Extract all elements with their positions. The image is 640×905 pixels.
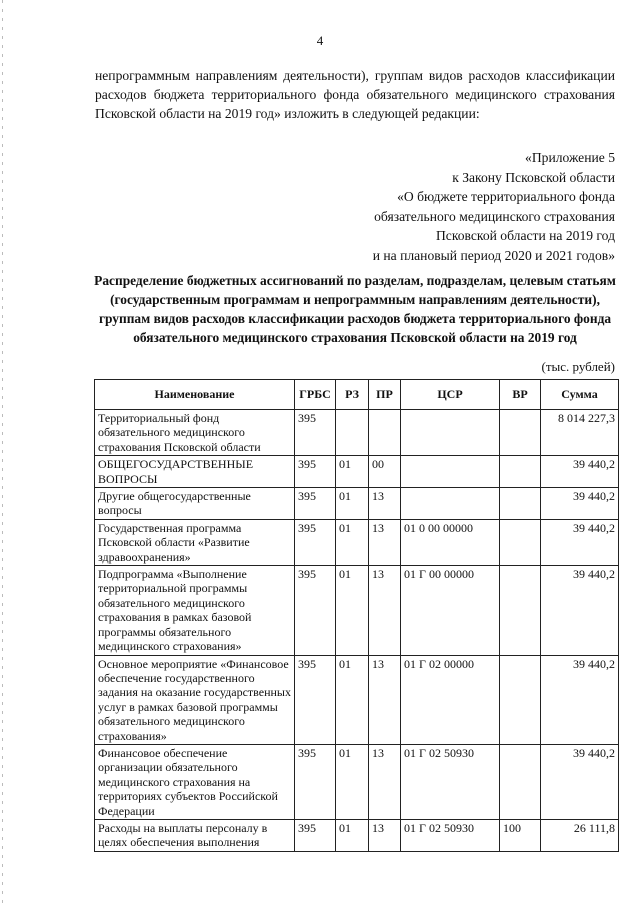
header-csr: ЦСР	[401, 380, 500, 410]
cell-rz: 01	[336, 488, 369, 520]
cell-grbs: 395	[295, 566, 336, 655]
header-grbs: ГРБС	[295, 380, 336, 410]
cell-rz: 01	[336, 744, 369, 819]
cell-grbs: 395	[295, 456, 336, 488]
cell-pr	[369, 410, 401, 456]
scan-margin-mark	[2, 0, 3, 905]
cell-csr: 01 Г 00 00000	[401, 566, 500, 655]
cell-csr: 01 Г 02 50930	[401, 819, 500, 851]
cell-grbs: 395	[295, 410, 336, 456]
cell-pr: 13	[369, 744, 401, 819]
cell-grbs: 395	[295, 819, 336, 851]
cell-csr: 01 0 00 00000	[401, 519, 500, 565]
appendix-line: и на плановый период 2020 и 2021 годов»	[372, 247, 615, 263]
table-row	[95, 519, 619, 565]
cell-name: Расходы на выплаты персоналу в целях обеспечения выполнения	[95, 819, 295, 851]
cell-sum: 39 440,2	[541, 488, 619, 520]
cell-sum: 39 440,2	[541, 744, 619, 819]
table-header-row	[95, 380, 619, 410]
appendix-line: Псковской области на 2019 год	[435, 228, 615, 243]
cell-vr: 100	[500, 819, 541, 851]
header-pr: ПР	[369, 380, 401, 410]
header-sum: Сумма	[541, 380, 619, 410]
cell-pr: 00	[369, 456, 401, 488]
cell-vr	[500, 519, 541, 565]
cell-pr: 13	[369, 519, 401, 565]
header-name: Наименование	[95, 380, 295, 410]
cell-grbs: 395	[295, 744, 336, 819]
cell-csr	[401, 456, 500, 488]
cell-pr: 13	[369, 819, 401, 851]
cell-sum: 39 440,2	[541, 655, 619, 744]
cell-name: Основное мероприятие «Финансовое обеспечение государственного задания на оказание государственных услуг в рамках базовой программы обязательного медицинского страхования»	[95, 655, 295, 744]
cell-name: Территориальный фонд обязательного медицинского страхования Псковской области	[95, 410, 295, 456]
table-row	[95, 655, 619, 744]
cell-grbs: 395	[295, 655, 336, 744]
cell-vr	[500, 744, 541, 819]
cell-vr	[500, 488, 541, 520]
cell-grbs: 395	[295, 519, 336, 565]
cell-rz: 01	[336, 655, 369, 744]
cell-csr: 01 Г 02 50930	[401, 744, 500, 819]
table-row	[95, 410, 619, 456]
cell-vr	[500, 456, 541, 488]
budget-table	[94, 379, 619, 852]
cell-vr	[500, 655, 541, 744]
table-row	[95, 488, 619, 520]
intro-paragraph: непрограммным направлениям деятельности), группам видов расходов классификации расходов бюджета территориального фонда обязательного медицинского страхования Псковской области на 2019 год» изложить в следующей редакции:	[95, 68, 615, 121]
cell-name: Другие общегосударственные вопросы	[95, 488, 295, 520]
table-row	[95, 456, 619, 488]
cell-vr	[500, 410, 541, 456]
cell-vr	[500, 566, 541, 655]
cell-rz: 01	[336, 456, 369, 488]
header-vr: ВР	[500, 380, 541, 410]
page-number: 4	[316, 33, 324, 48]
cell-grbs: 395	[295, 488, 336, 520]
header-rz: РЗ	[336, 380, 369, 410]
cell-pr: 13	[369, 566, 401, 655]
appendix-line: обязательного медицинского страхования	[374, 208, 615, 224]
cell-sum: 26 111,8	[541, 819, 619, 851]
cell-sum: 8 014 227,3	[541, 410, 619, 456]
cell-csr	[401, 410, 500, 456]
table-row	[95, 744, 619, 819]
cell-sum: 39 440,2	[541, 456, 619, 488]
cell-rz: 01	[336, 519, 369, 565]
cell-csr	[401, 488, 500, 520]
cell-rz: 01	[336, 819, 369, 851]
document-title: Распределение бюджетных ассигнований по разделам, подразделам, целевым статьям (государственным программам и непрограммным направлениям деятельности), группам видов расходов классификации расходов бюджета территориального фонда обязательного медицинского страхования Псковской области на 2019 год	[94, 273, 616, 345]
appendix-line: к Закону Псковской области	[452, 169, 615, 185]
appendix-reference	[295, 148, 615, 265]
table-row	[95, 819, 619, 851]
appendix-line: «Приложение 5	[525, 150, 615, 165]
units-label: (тыс. рублей)	[541, 359, 615, 374]
cell-sum: 39 440,2	[541, 566, 619, 655]
cell-csr: 01 Г 02 00000	[401, 655, 500, 744]
cell-pr: 13	[369, 655, 401, 744]
cell-name: Финансовое обеспечение организации обязательного медицинского страхования на территориях субъектов Российской Федерации	[95, 744, 295, 819]
cell-name: ОБЩЕГОСУДАРСТВЕННЫЕ ВОПРОСЫ	[95, 456, 295, 488]
cell-rz: 01	[336, 566, 369, 655]
cell-sum: 39 440,2	[541, 519, 619, 565]
table-row	[95, 566, 619, 655]
appendix-line: «О бюджете территориального фонда	[397, 189, 615, 204]
cell-name: Государственная программа Псковской области «Развитие здравоохранения»	[95, 519, 295, 565]
cell-rz	[336, 410, 369, 456]
cell-name: Подпрограмма «Выполнение территориальной программы обязательного медицинского страхования в рамках базовой программы обязательного медицинского страхования»	[95, 566, 295, 655]
cell-pr: 13	[369, 488, 401, 520]
